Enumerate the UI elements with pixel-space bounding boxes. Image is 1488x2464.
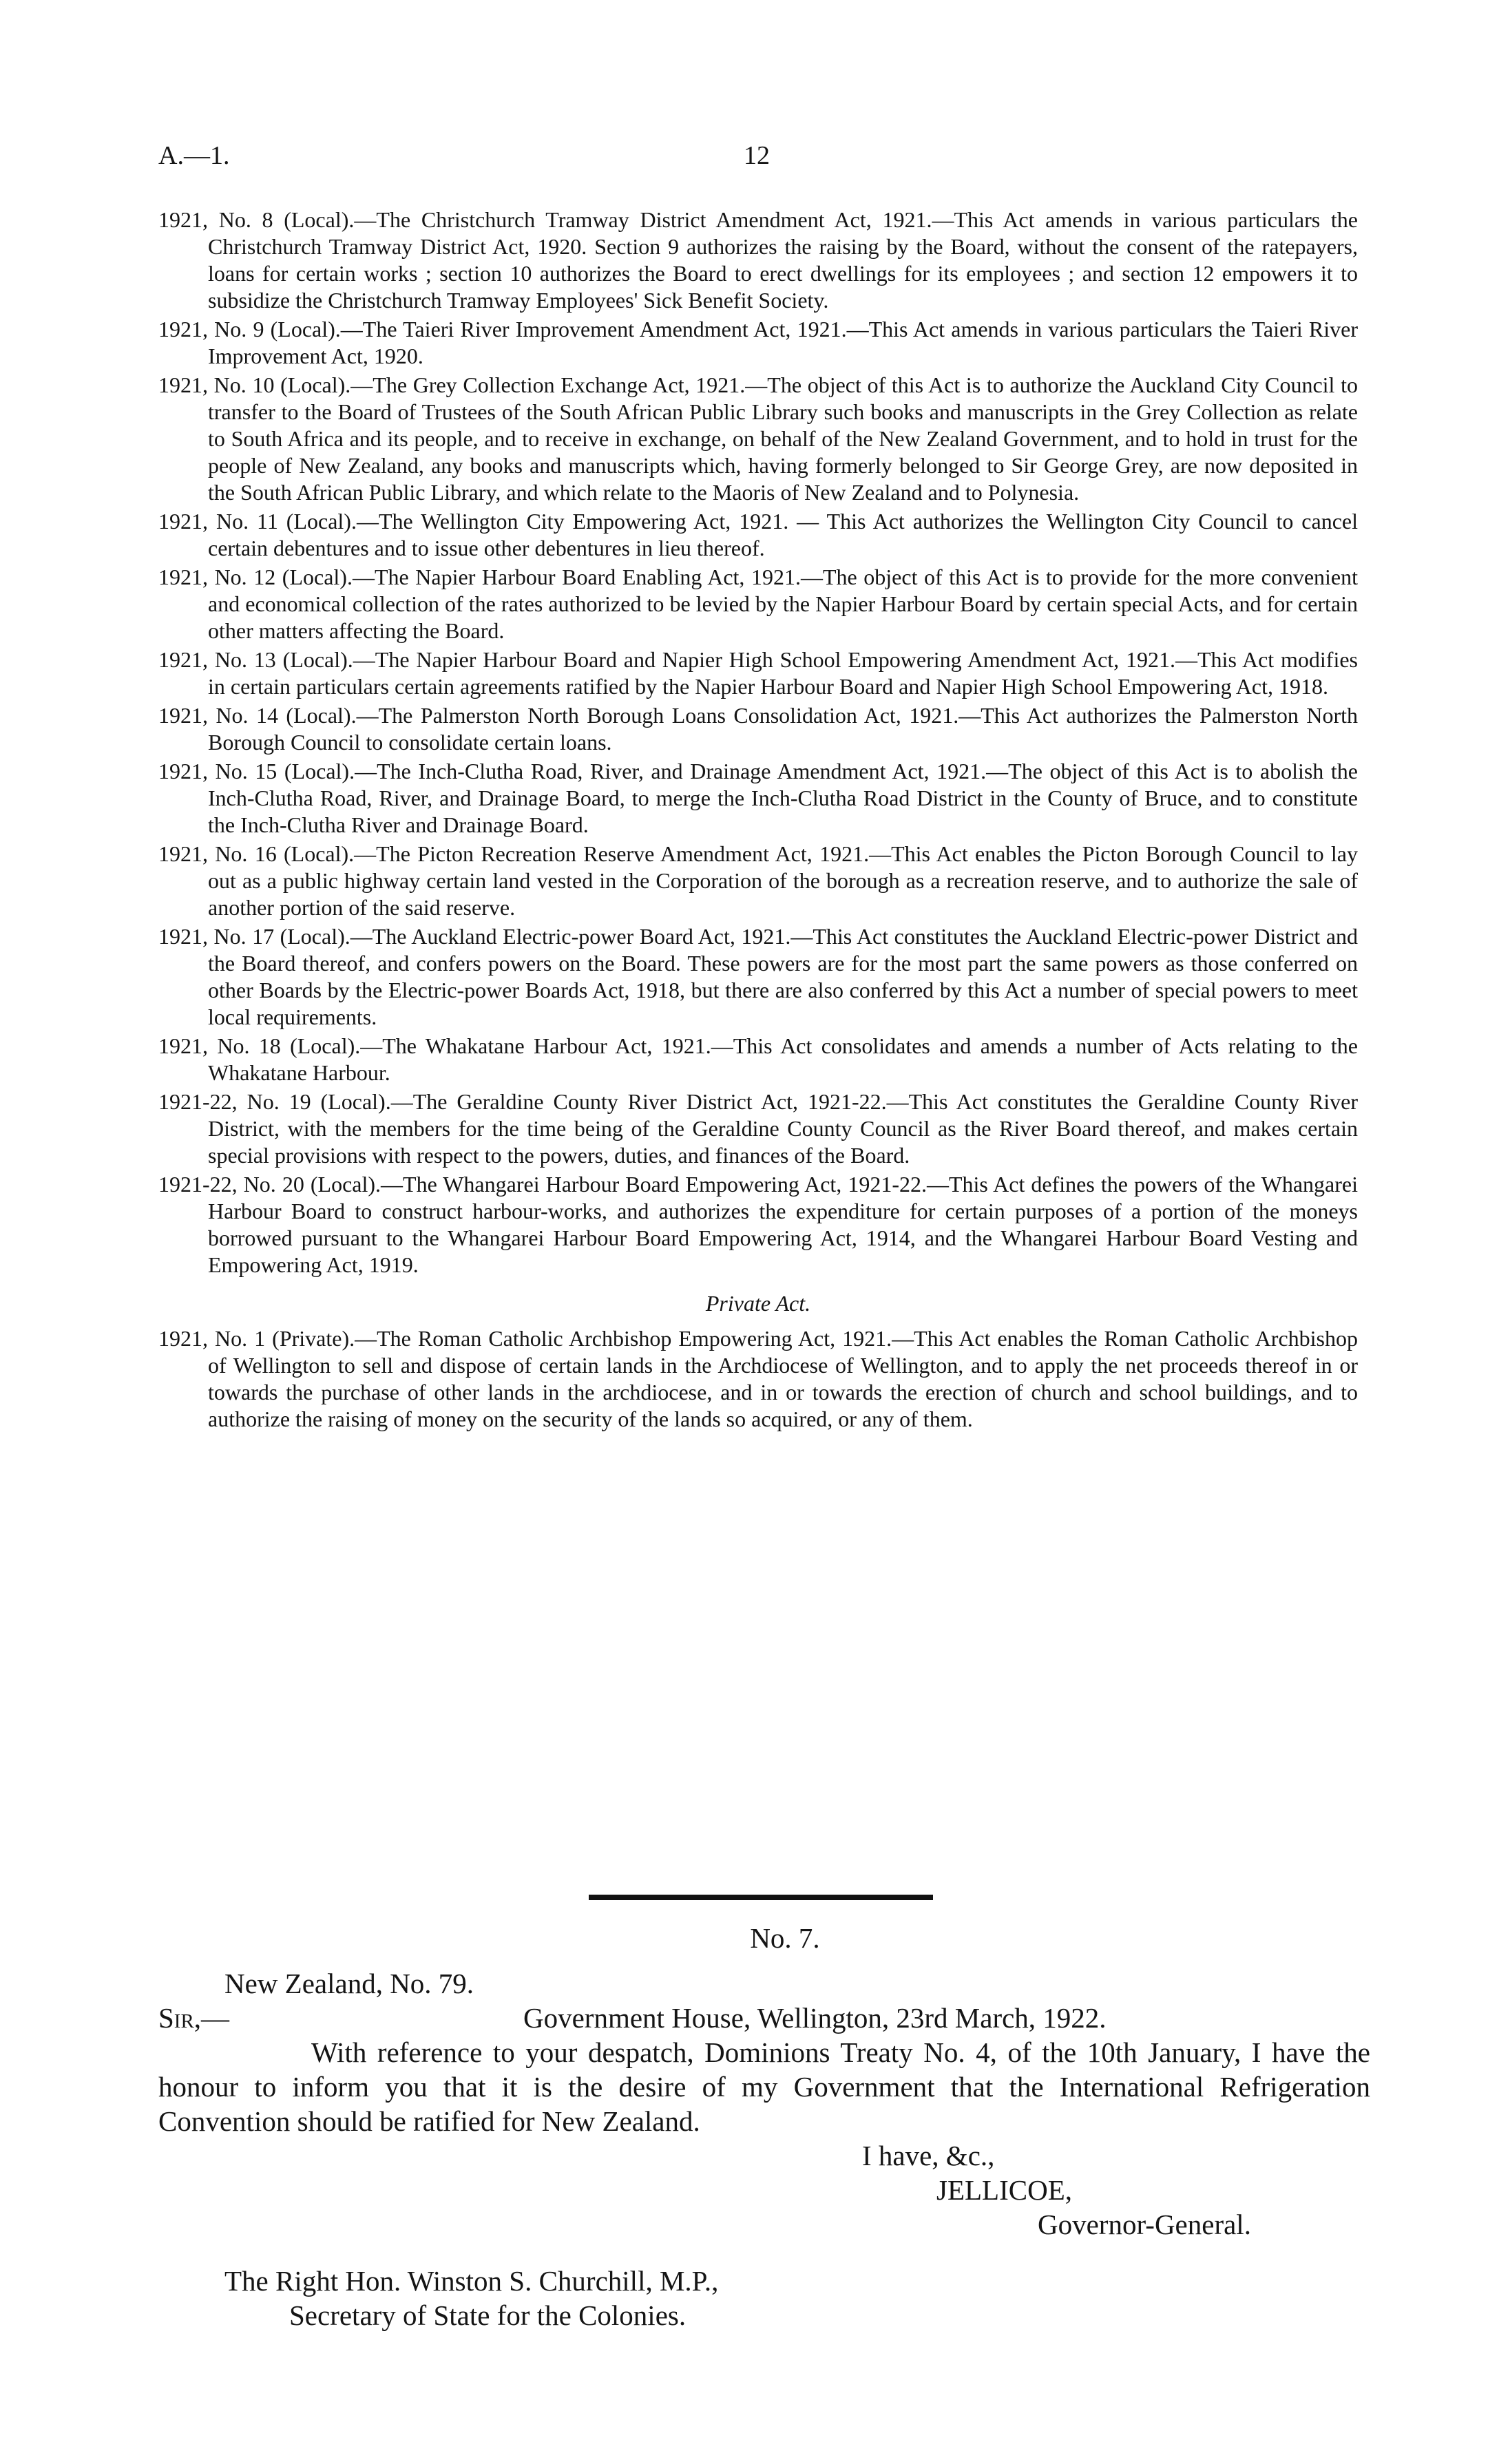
section-identifier: A.—1. bbox=[158, 141, 230, 170]
signature: JELLICOE, bbox=[936, 2174, 1072, 2206]
private-act-heading: Private Act. bbox=[705, 1291, 811, 1316]
act-entry-no-8: 1921, No. 8 (Local).—The Christchurch Tramway District Amendment Act, 1921.—This Act amends in various particulars the Christchurch Tramway District Act, 1920. Section 9 authorizes the raising by the Board, without the consent of the ratepayers, loans for certain works ; section 10 authorizes the Board to erect dwellings for its employees ; and section 12 empowers it to subsidize the Christchurch Tramway Employees' Sick Benefit Society. bbox=[158, 207, 1358, 313]
letter-closing: I have, &c., bbox=[862, 2140, 995, 2171]
act-entry-no-10: 1921, No. 10 (Local).—The Grey Collection Exchange Act, 1921.—The object of this Act is to authorize the Auckland City Council to transfer to the Board of Trustees of the South African Public Library such books and manuscripts in the Grey Collection as relate to South Africa and its people, and to receive in exchange, on behalf of the New Zealand Government, and to hold in trust for the people of New Zealand, any books and manuscripts which, having formerly belonged to Sir George Grey, are now deposited in the South African Public Library, and which relate to the Maoris of New Zealand and to Polynesia. bbox=[158, 372, 1358, 505]
page-header bbox=[158, 140, 1356, 182]
act-entry-no-12: 1921, No. 12 (Local).—The Napier Harbour Board Enabling Act, 1921.—The object of this Act is to provide for the more convenient and economical collection of the rates authorized to be levied by the Napier Harbour Board by certain special Acts, and for certain other matters affecting the Board. bbox=[158, 565, 1358, 643]
act-entry-no-16: 1921, No. 16 (Local).—The Picton Recreation Reserve Amendment Act, 1921.—This Act enables the Picton Borough Council to lay out as a public highway certain land vested in the Corporation of the borough as a recreation reserve, and to authorize the sale of another portion of the said reserve. bbox=[158, 841, 1358, 920]
salutation: Sir,— bbox=[158, 2002, 230, 2034]
signatory-title: Governor-General. bbox=[1038, 2209, 1251, 2240]
act-entry-no-18: 1921, No. 18 (Local).—The Whakatane Harbour Act, 1921.—This Act consolidates and amends a number of Acts relating to the Whakatane Harbour. bbox=[158, 1033, 1358, 1085]
act-entry-no-15: 1921, No. 15 (Local).—The Inch-Clutha Road, River, and Drainage Amendment Act, 1921.—The object of this Act is to abolish the Inch-Clutha Road, River, and Drainage Board, to merge the Inch-Clutha Road District in the County of Bruce, and to constitute the Inch-Clutha River and Drainage Board. bbox=[158, 759, 1358, 837]
salutation-row bbox=[158, 2001, 1370, 2035]
recipient-name: The Right Hon. Winston S. Churchill, M.P., bbox=[224, 2265, 719, 2297]
act-entry-no-14: 1921, No. 14 (Local).—The Palmerston North Borough Loans Consolidation Act, 1921.—This Act authorizes the Palmerston North Borough Council to consolidate certain loans. bbox=[158, 703, 1358, 755]
act-entry-no-9: 1921, No. 9 (Local).—The Taieri River Improvement Amendment Act, 1921.—This Act amends in various particulars the Taieri River Improvement Act, 1920. bbox=[158, 317, 1358, 368]
act-entry-no-20: 1921-22, No. 20 (Local).—The Whangarei Harbour Board Empowering Act, 1921-22.—This Act defines the powers of the Whangarei Harbour Board to construct harbour-works, and authorizes the expenditure for certain purposes of a portion of the moneys borrowed pursuant to the Whangarei Harbour Board Empowering Act, 1914, and the Whangarei Harbour Board Vesting and Empowering Act, 1919. bbox=[158, 1172, 1358, 1277]
address-date: Government House, Wellington, 23rd March, 1922. bbox=[523, 2002, 1107, 2034]
acts-list bbox=[158, 207, 1358, 1435]
letter-body: With reference to your despatch, Dominions Treaty No. 4, of the 10th January, I have the honour to inform you that it is the desire of my Government that the International Refrigeration Convention should be ratified for New Zealand. bbox=[158, 2036, 1370, 2137]
page-number: 12 bbox=[744, 141, 770, 170]
despatch-letter bbox=[158, 1921, 1370, 2333]
private-act-entry-no-1: 1921, No. 1 (Private).—The Roman Catholic Archbishop Empowering Act, 1921.—This Act enables the Roman Catholic Archbishop of Wellington to sell and dispose of certain lands in the Archdiocese of Wellington, and to apply the net proceeds thereof in or towards the purchase of other lands in the archdiocese, and in or towards the erection of church and school buildings, and to authorize the raising of money on the security of the lands so acquired, or any of them. bbox=[158, 1326, 1358, 1431]
recipient-title: Secretary of State for the Colonies. bbox=[289, 2299, 687, 2331]
despatch-reference: New Zealand, No. 79. bbox=[224, 1968, 474, 1999]
act-entry-no-19: 1921-22, No. 19 (Local).—The Geraldine County River District Act, 1921-22.—This Act constitutes the Geraldine County River District, with the members for the time being of the Geraldine County Council as the River Board thereof, and makes certain special provisions with respect to the powers, duties, and finances of the Board. bbox=[158, 1089, 1358, 1168]
act-entry-no-13: 1921, No. 13 (Local).—The Napier Harbour Board and Napier High School Empowering Amendment Act, 1921.—This Act modifies in certain particulars certain agreements ratified by the Napier Harbour Board and Napier High School Empowering Act, 1918. bbox=[158, 647, 1358, 699]
despatch-number: No. 7. bbox=[750, 1922, 820, 1954]
act-entry-no-11: 1921, No. 11 (Local).—The Wellington City Empowering Act, 1921. — This Act authorizes the Wellington City Council to cancel certain debentures and to issue other debentures in lieu thereof. bbox=[158, 509, 1358, 560]
act-entry-no-17: 1921, No. 17 (Local).—The Auckland Electric-power Board Act, 1921.—This Act constitutes the Auckland Electric-power District and the Board thereof, and confers powers on the Board. These powers are for the most part the same powers as those conferred on other Boards by the Electric-power Boards Act, 1918, but there are also conferred by this Act a number of special powers to meet local requirements. bbox=[158, 924, 1358, 1029]
section-divider bbox=[589, 1895, 933, 1900]
